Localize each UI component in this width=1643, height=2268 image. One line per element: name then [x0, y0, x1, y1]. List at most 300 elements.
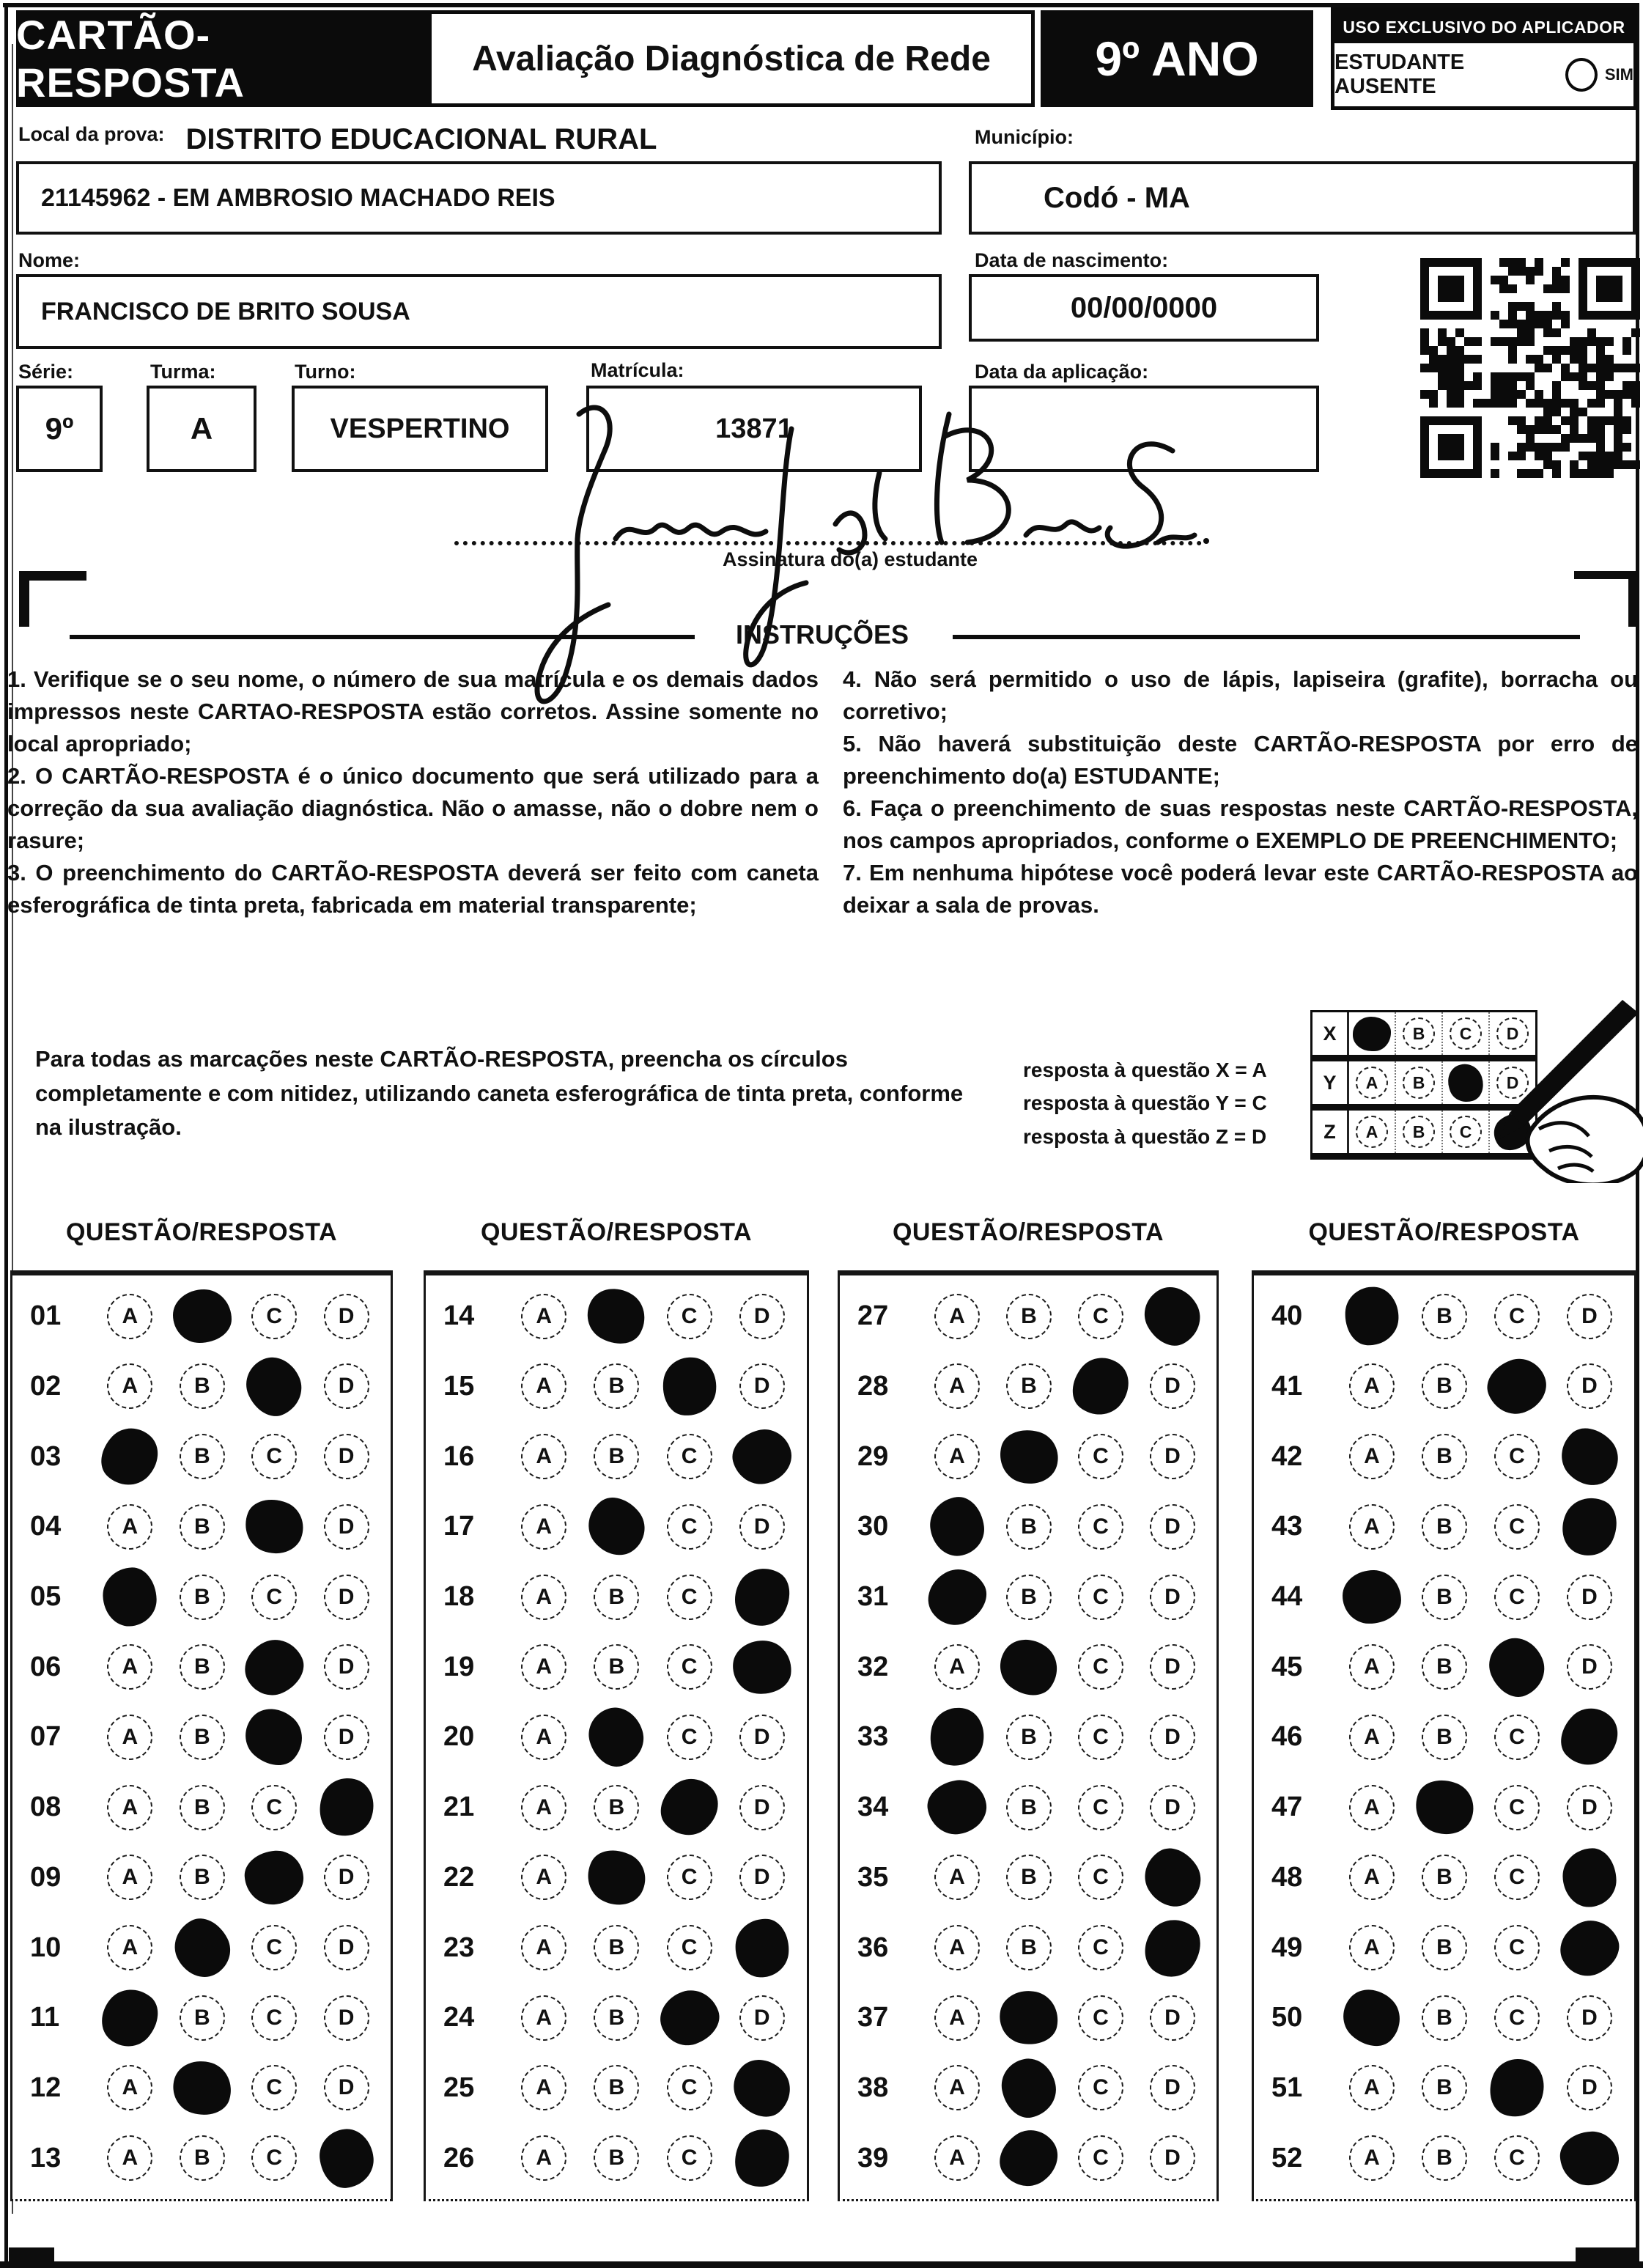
- bubble-52-B[interactable]: B: [1422, 2135, 1467, 2181]
- bubble-slot: [314, 1354, 379, 1418]
- bubble-filled-40-A[interactable]: [1343, 1286, 1400, 1347]
- bubble-48-B[interactable]: B: [1422, 1855, 1467, 1900]
- bubble-slot: [730, 1635, 794, 1699]
- bubble-filled-01-B[interactable]: [173, 1289, 232, 1343]
- applicator-box: [1331, 7, 1637, 110]
- bubble-26-C[interactable]: C: [667, 2135, 712, 2181]
- bubble-32-C[interactable]: C: [1078, 1644, 1123, 1690]
- bubble-filled-03-A[interactable]: [90, 1417, 169, 1496]
- bubble-filled-28-C[interactable]: [1061, 1347, 1140, 1426]
- bubble-slot: [1485, 1845, 1549, 1910]
- student-absent-label: ESTUDANTE AUSENTE: [1334, 51, 1465, 98]
- question-options: [1332, 1915, 1634, 1980]
- bubble-12-C[interactable]: C: [251, 2065, 297, 2110]
- question-options: [1332, 1495, 1634, 1559]
- bubble-slot: [925, 1424, 989, 1489]
- bubble-slot: [584, 1845, 649, 1910]
- bubble-21-D[interactable]: D: [739, 1785, 785, 1830]
- question-number: 33: [857, 1721, 889, 1753]
- page-border-bottom: [0, 2261, 1643, 2268]
- bubble-filled-05-A[interactable]: [103, 1566, 158, 1627]
- bubble-25-B[interactable]: B: [594, 2065, 639, 2110]
- bubble-47-A[interactable]: A: [1349, 1785, 1395, 1830]
- bubble-40-B[interactable]: B: [1422, 1294, 1467, 1339]
- bubble-slot: [1340, 1775, 1404, 1840]
- bubble-filled-52-D[interactable]: [1559, 2130, 1620, 2187]
- question-row: [1254, 1565, 1634, 1630]
- bubble-02-B[interactable]: B: [180, 1363, 225, 1409]
- bubble-filled-14-B[interactable]: [577, 1278, 655, 1355]
- bubble-09-D[interactable]: D: [324, 1855, 369, 1900]
- bubble-filled-24-C[interactable]: [653, 1983, 725, 2052]
- bubble-filled-15-C[interactable]: [659, 1354, 720, 1419]
- bubble-slot: [314, 1915, 379, 1980]
- bubble-filled-45-C[interactable]: [1481, 1630, 1553, 1704]
- bubble-24-D[interactable]: D: [739, 1995, 785, 2041]
- bubble-filled-11-A[interactable]: [91, 1978, 169, 2058]
- bubble-46-B[interactable]: B: [1422, 1715, 1467, 1760]
- bubble-01-A[interactable]: A: [107, 1294, 152, 1339]
- bubble-48-A[interactable]: A: [1349, 1855, 1395, 1900]
- bubble-filled-13-D[interactable]: [317, 2127, 376, 2190]
- bubble-14-A[interactable]: A: [521, 1294, 566, 1339]
- bubble-43-C[interactable]: C: [1494, 1504, 1540, 1550]
- example-bubble-X-D: D: [1496, 1017, 1529, 1050]
- bubble-filled-09-C[interactable]: [243, 1849, 306, 1906]
- bubble-slot: [1340, 1986, 1404, 2050]
- bubble-31-D[interactable]: D: [1150, 1575, 1195, 1620]
- bubble-filled-44-A[interactable]: [1342, 1569, 1401, 1624]
- bubble-filled-50-A[interactable]: [1332, 1978, 1411, 2058]
- bubble-03-B[interactable]: B: [180, 1434, 225, 1479]
- bubble-10-A[interactable]: A: [107, 1925, 152, 1970]
- bubble-49-A[interactable]: A: [1349, 1925, 1395, 1970]
- question-row: [840, 1635, 1216, 1699]
- question-options: [90, 1915, 391, 1980]
- question-options: [503, 1424, 807, 1489]
- bubble-39-A[interactable]: A: [934, 2135, 980, 2181]
- bubble-46-A[interactable]: A: [1349, 1715, 1395, 1760]
- bubble-36-A[interactable]: A: [934, 1925, 980, 1970]
- bubble-05-C[interactable]: C: [251, 1575, 297, 1620]
- bubble-slot: [97, 1495, 162, 1559]
- bubble-10-C[interactable]: C: [251, 1925, 297, 1970]
- bubble-17-A[interactable]: A: [521, 1504, 566, 1550]
- bubble-51-A[interactable]: A: [1349, 2065, 1395, 2110]
- bubble-51-B[interactable]: B: [1422, 2065, 1467, 2110]
- bubble-slot: [925, 1354, 989, 1418]
- bubble-08-B[interactable]: B: [180, 1785, 225, 1830]
- bubble-filled-23-D[interactable]: [734, 1917, 791, 1979]
- bubble-01-C[interactable]: C: [251, 1294, 297, 1339]
- bubble-28-A[interactable]: A: [934, 1363, 980, 1409]
- bubble-46-C[interactable]: C: [1494, 1715, 1540, 1760]
- bubble-filled-41-C[interactable]: [1480, 1351, 1554, 1421]
- bubble-42-B[interactable]: B: [1422, 1434, 1467, 1479]
- bubble-38-C[interactable]: C: [1078, 2065, 1123, 2110]
- bubble-35-B[interactable]: B: [1006, 1855, 1052, 1900]
- bubble-20-A[interactable]: A: [521, 1715, 566, 1760]
- bubble-40-D[interactable]: D: [1567, 1294, 1612, 1339]
- bubble-14-D[interactable]: D: [739, 1294, 785, 1339]
- example-cell: [1349, 1111, 1395, 1153]
- bubble-filled-02-C[interactable]: [238, 1349, 310, 1424]
- bubble-19-A[interactable]: A: [521, 1644, 566, 1690]
- example-row-label: Z: [1312, 1111, 1349, 1153]
- bubble-15-A[interactable]: A: [521, 1363, 566, 1409]
- example-row-label: X: [1312, 1012, 1349, 1055]
- question-number: 36: [857, 1932, 889, 1963]
- bubble-12-D[interactable]: D: [324, 2065, 369, 2110]
- bubble-17-C[interactable]: C: [667, 1504, 712, 1550]
- example-bubble-Z-A: A: [1356, 1116, 1388, 1148]
- bubble-filled-30-A[interactable]: [927, 1495, 987, 1559]
- bubble-44-D[interactable]: D: [1567, 1575, 1612, 1620]
- bubble-slot: [657, 2126, 722, 2190]
- bubble-filled-29-B[interactable]: [993, 1423, 1064, 1490]
- bubble-47-C[interactable]: C: [1494, 1785, 1540, 1830]
- bubble-03-C[interactable]: C: [251, 1434, 297, 1479]
- bubble-filled-31-A[interactable]: [918, 1559, 996, 1635]
- bubble-slot: [170, 1635, 235, 1699]
- bubble-filled-22-B[interactable]: [578, 1841, 654, 1915]
- bubble-filled-38-B[interactable]: [997, 2054, 1061, 2121]
- bubble-43-B[interactable]: B: [1422, 1504, 1467, 1550]
- bubble-filled-21-C[interactable]: [649, 1768, 728, 1847]
- bubble-28-D[interactable]: D: [1150, 1363, 1195, 1409]
- bubble-slot: [170, 1705, 235, 1770]
- bubble-40-C[interactable]: C: [1494, 1294, 1540, 1339]
- instruction-item: 2. O CARTÃO-RESPOSTA é o único documento que será utilizado para a correção da sua avaliação diagnóstica. Não o amasse, não o dobre nem o rasure;: [7, 763, 819, 854]
- bubble-07-A[interactable]: A: [107, 1715, 152, 1760]
- bubble-38-A[interactable]: A: [934, 2065, 980, 2110]
- bubble-filled-51-C[interactable]: [1482, 2051, 1552, 2124]
- bubble-26-B[interactable]: B: [594, 2135, 639, 2181]
- bubble-filled-47-B[interactable]: [1407, 1772, 1482, 1844]
- bubble-05-B[interactable]: B: [180, 1575, 225, 1620]
- bubble-filled-07-C[interactable]: [235, 1698, 314, 1777]
- bubble-34-C[interactable]: C: [1078, 1785, 1123, 1830]
- bubble-slot: [314, 1845, 379, 1910]
- bubble-19-B[interactable]: B: [594, 1644, 639, 1690]
- bubble-slot: [170, 1915, 235, 1980]
- bubble-10-D[interactable]: D: [324, 1925, 369, 1970]
- question-options: [503, 1845, 807, 1910]
- bubble-30-B[interactable]: B: [1006, 1504, 1052, 1550]
- bubble-20-C[interactable]: C: [667, 1715, 712, 1760]
- bubble-28-B[interactable]: B: [1006, 1363, 1052, 1409]
- bubble-22-A[interactable]: A: [521, 1855, 566, 1900]
- bubble-34-D[interactable]: D: [1150, 1785, 1195, 1830]
- question-options: [1332, 1284, 1634, 1349]
- question-number: 50: [1271, 2002, 1303, 2033]
- bubble-50-B[interactable]: B: [1422, 1995, 1467, 2041]
- bubble-20-D[interactable]: D: [739, 1715, 785, 1760]
- bubble-filled-42-D[interactable]: [1550, 1417, 1629, 1496]
- bubble-slot: [512, 1986, 576, 2050]
- bubble-52-A[interactable]: A: [1349, 2135, 1395, 2181]
- bubble-16-B[interactable]: B: [594, 1434, 639, 1479]
- bubble-filled-27-D[interactable]: [1135, 1278, 1210, 1355]
- bubble-filled-17-B[interactable]: [577, 1487, 656, 1566]
- bubble-50-D[interactable]: D: [1567, 1995, 1612, 2041]
- bubble-18-B[interactable]: B: [594, 1575, 639, 1620]
- bubble-18-A[interactable]: A: [521, 1575, 566, 1620]
- bubble-slot: [1140, 1775, 1205, 1840]
- bubble-30-C[interactable]: C: [1078, 1504, 1123, 1550]
- bubble-filled-19-D[interactable]: [730, 1638, 794, 1697]
- bubble-slot: [584, 1424, 649, 1489]
- bubble-45-B[interactable]: B: [1422, 1644, 1467, 1690]
- bubble-slot: [657, 1565, 722, 1630]
- bubble-filled-48-D[interactable]: [1562, 1848, 1617, 1907]
- bubble-39-D[interactable]: D: [1150, 2135, 1195, 2181]
- bubble-slot: [1412, 1845, 1477, 1910]
- bubble-filled-37-B[interactable]: [994, 1986, 1063, 2050]
- bubble-09-B[interactable]: B: [180, 1855, 225, 1900]
- bubble-slot: [657, 1986, 722, 2050]
- example-bubble-Z-B: B: [1403, 1116, 1435, 1148]
- bubble-filled-20-B[interactable]: [583, 1701, 651, 1773]
- instruction-item: 4. Não será permitido o uso de lápis, lapiseira (grafite), borracha ou corretivo;: [843, 666, 1638, 725]
- student-absent-bubble[interactable]: [1565, 58, 1598, 92]
- bubble-slot: [1340, 1424, 1404, 1489]
- bubble-42-A[interactable]: A: [1349, 1434, 1395, 1479]
- bubble-37-D[interactable]: D: [1150, 1995, 1195, 2041]
- bubble-04-B[interactable]: B: [180, 1504, 225, 1550]
- bubble-39-C[interactable]: C: [1078, 2135, 1123, 2181]
- bubble-slot: [730, 1845, 794, 1910]
- bubble-50-C[interactable]: C: [1494, 1995, 1540, 2041]
- bubble-slot: [1412, 1565, 1477, 1630]
- bubble-45-D[interactable]: D: [1567, 1644, 1612, 1690]
- bubble-49-C[interactable]: C: [1494, 1925, 1540, 1970]
- bubble-34-B[interactable]: B: [1006, 1785, 1052, 1830]
- bubble-11-C[interactable]: C: [251, 1995, 297, 2041]
- bubble-35-C[interactable]: C: [1078, 1855, 1123, 1900]
- bubble-24-A[interactable]: A: [521, 1995, 566, 2041]
- bubble-23-B[interactable]: B: [594, 1925, 639, 1970]
- bubble-02-D[interactable]: D: [324, 1363, 369, 1409]
- bubble-slot: [730, 1565, 794, 1630]
- question-row: [12, 1424, 391, 1489]
- bubble-slot: [1557, 1354, 1622, 1418]
- instruction-item: 1. Verifique se o seu nome, o número de sua matrícula e os demais dados impressos neste CARTAO-RESPOSTA estão corretos. Assine somente no local apropriado;: [7, 666, 819, 757]
- bubble-slot: [730, 1495, 794, 1559]
- bubble-18-C[interactable]: C: [667, 1575, 712, 1620]
- bubble-13-B[interactable]: B: [180, 2135, 225, 2181]
- bubble-42-C[interactable]: C: [1494, 1434, 1540, 1479]
- bubble-35-A[interactable]: A: [934, 1855, 980, 1900]
- bubble-filled-32-B[interactable]: [989, 1628, 1068, 1706]
- bubble-49-B[interactable]: B: [1422, 1925, 1467, 1970]
- grade-badge: 9º ANO: [1041, 10, 1313, 107]
- bubble-slot: [314, 1635, 379, 1699]
- example-cell: [1395, 1061, 1441, 1104]
- serie-label: Série:: [18, 361, 74, 383]
- bubble-16-A[interactable]: A: [521, 1434, 566, 1479]
- bubble-23-C[interactable]: C: [667, 1925, 712, 1970]
- bubble-25-C[interactable]: C: [667, 2065, 712, 2110]
- bubble-21-B[interactable]: B: [594, 1785, 639, 1830]
- bubble-16-C[interactable]: C: [667, 1434, 712, 1479]
- bubble-23-A[interactable]: A: [521, 1925, 566, 1970]
- bubble-17-D[interactable]: D: [739, 1504, 785, 1550]
- bubble-33-B[interactable]: B: [1006, 1715, 1052, 1760]
- question-number: 11: [30, 2002, 60, 2033]
- bubble-15-D[interactable]: D: [739, 1363, 785, 1409]
- bubble-27-A[interactable]: A: [934, 1294, 980, 1339]
- bubble-27-B[interactable]: B: [1006, 1294, 1052, 1339]
- bubble-19-C[interactable]: C: [667, 1644, 712, 1690]
- bubble-08-A[interactable]: A: [107, 1785, 152, 1830]
- bubble-filled-10-B[interactable]: [165, 1910, 239, 1986]
- bubble-52-C[interactable]: C: [1494, 2135, 1540, 2181]
- bubble-02-A[interactable]: A: [107, 1363, 152, 1409]
- bubble-slot: [997, 1354, 1061, 1418]
- question-number: 05: [30, 1581, 62, 1613]
- bubble-filled-08-D[interactable]: [311, 1771, 381, 1844]
- question-number: 12: [30, 2072, 62, 2103]
- bubble-09-A[interactable]: A: [107, 1855, 152, 1900]
- bubble-45-A[interactable]: A: [1349, 1644, 1395, 1690]
- bubble-filled-33-A[interactable]: [924, 1702, 990, 1772]
- bubble-11-D[interactable]: D: [324, 1995, 369, 2041]
- bubble-44-B[interactable]: B: [1422, 1575, 1467, 1620]
- bubble-slot: [314, 1775, 379, 1840]
- bubble-slot: [730, 2126, 794, 2190]
- bubble-36-C[interactable]: C: [1078, 1925, 1123, 1970]
- bubble-38-D[interactable]: D: [1150, 2065, 1195, 2110]
- question-number: 46: [1271, 1721, 1303, 1753]
- bubble-filled-49-D[interactable]: [1552, 1911, 1628, 1984]
- bubble-filled-18-D[interactable]: [724, 1558, 800, 1635]
- bubble-slot: [925, 1845, 989, 1910]
- bubble-filled-06-C[interactable]: [236, 1630, 311, 1704]
- bubble-21-A[interactable]: A: [521, 1785, 566, 1830]
- bubble-filled-36-D[interactable]: [1134, 1908, 1211, 1987]
- example-legend-line: resposta à questão Y = C: [1023, 1091, 1267, 1115]
- bubble-37-A[interactable]: A: [934, 1995, 980, 2041]
- bubble-filled-39-B[interactable]: [989, 2120, 1068, 2197]
- bubble-slot: [170, 1354, 235, 1418]
- bubble-31-B[interactable]: B: [1006, 1575, 1052, 1620]
- bubble-36-B[interactable]: B: [1006, 1925, 1052, 1970]
- bubble-41-D[interactable]: D: [1567, 1363, 1612, 1409]
- bubble-51-D[interactable]: D: [1567, 2065, 1612, 2110]
- bubble-33-D[interactable]: D: [1150, 1715, 1195, 1760]
- bubble-04-A[interactable]: A: [107, 1504, 152, 1550]
- bubble-41-B[interactable]: B: [1422, 1363, 1467, 1409]
- example-legend-line: resposta à questão X = A: [1023, 1058, 1267, 1081]
- question-options: [1332, 1354, 1634, 1418]
- bubble-slot: [512, 1845, 576, 1910]
- bubble-11-B[interactable]: B: [180, 1995, 225, 2041]
- question-row: [12, 1705, 391, 1770]
- bubble-06-A[interactable]: A: [107, 1644, 152, 1690]
- bubble-filled-35-D[interactable]: [1134, 1838, 1211, 1917]
- bubble-13-C[interactable]: C: [251, 2135, 297, 2181]
- bubble-08-C[interactable]: C: [251, 1785, 297, 1830]
- bubble-29-A[interactable]: A: [934, 1434, 980, 1479]
- question-row: [840, 2055, 1216, 2120]
- bubble-25-A[interactable]: A: [521, 2065, 566, 2110]
- bubble-27-C[interactable]: C: [1078, 1294, 1123, 1339]
- bubble-43-A[interactable]: A: [1349, 1504, 1395, 1550]
- bubble-06-B[interactable]: B: [180, 1644, 225, 1690]
- bubble-48-C[interactable]: C: [1494, 1855, 1540, 1900]
- bubble-06-D[interactable]: D: [324, 1644, 369, 1690]
- bubble-filled-12-B[interactable]: [166, 2054, 238, 2122]
- bubble-44-C[interactable]: C: [1494, 1575, 1540, 1620]
- bubble-22-C[interactable]: C: [667, 1855, 712, 1900]
- bubble-01-D[interactable]: D: [324, 1294, 369, 1339]
- bubble-32-A[interactable]: A: [934, 1644, 980, 1690]
- question-options: [918, 1495, 1216, 1559]
- bubble-slot: [925, 1635, 989, 1699]
- bubble-37-C[interactable]: C: [1078, 1995, 1123, 2041]
- exam-title: Avaliação Diagnóstica de Rede: [428, 10, 1035, 107]
- bubble-slot: [925, 1495, 989, 1559]
- bubble-filled-43-D[interactable]: [1553, 1489, 1625, 1564]
- bubble-slot: [1140, 1635, 1205, 1699]
- bubble-14-C[interactable]: C: [667, 1294, 712, 1339]
- bubble-slot: [1557, 1635, 1622, 1699]
- example-paragraph: Para todas as marcações neste CARTÃO-RESPOSTA, preencha os círculos completamente e com nitidez, utilizando caneta esferográfica de tinta preta, conforme na ilustração.: [35, 1046, 964, 1140]
- bubble-filled-16-D[interactable]: [727, 1424, 797, 1490]
- bubble-slot: [1068, 1424, 1133, 1489]
- question-row: [1254, 1705, 1634, 1770]
- bubble-33-C[interactable]: C: [1078, 1715, 1123, 1760]
- bubble-47-D[interactable]: D: [1567, 1785, 1612, 1830]
- question-options: [90, 2126, 391, 2190]
- bubble-slot: [97, 2055, 162, 2120]
- bubble-26-A[interactable]: A: [521, 2135, 566, 2181]
- bubble-22-D[interactable]: D: [739, 1855, 785, 1900]
- question-number: 48: [1271, 1861, 1303, 1893]
- bubble-filled-34-A[interactable]: [924, 1776, 990, 1838]
- bubble-13-A[interactable]: A: [107, 2135, 152, 2181]
- bubble-05-D[interactable]: D: [324, 1575, 369, 1620]
- bubble-slot: [1068, 1495, 1133, 1559]
- bubble-filled-26-D[interactable]: [725, 2120, 799, 2195]
- bubble-04-D[interactable]: D: [324, 1504, 369, 1550]
- bubble-15-B[interactable]: B: [594, 1363, 639, 1409]
- question-options: [503, 1986, 807, 2050]
- bubble-29-D[interactable]: D: [1150, 1434, 1195, 1479]
- bubble-03-D[interactable]: D: [324, 1434, 369, 1479]
- instructions-left-column: [7, 663, 819, 921]
- bubble-24-B[interactable]: B: [594, 1995, 639, 2041]
- question-number: 39: [857, 2142, 889, 2173]
- bubble-slot: [997, 2126, 1061, 2190]
- bubble-41-A[interactable]: A: [1349, 1363, 1395, 1409]
- bubble-30-D[interactable]: D: [1150, 1504, 1195, 1550]
- bubble-07-D[interactable]: D: [324, 1715, 369, 1760]
- bubble-slot: [584, 1565, 649, 1630]
- bubble-12-A[interactable]: A: [107, 2065, 152, 2110]
- bubble-07-B[interactable]: B: [180, 1715, 225, 1760]
- bubble-32-D[interactable]: D: [1150, 1644, 1195, 1690]
- answers-column-header: QUESTÃO/RESPOSTA: [65, 1218, 338, 1246]
- bubble-slot: [242, 2055, 306, 2120]
- bubble-filled-04-C[interactable]: [237, 1491, 311, 1562]
- data-nascimento-value: 00/00/0000: [969, 274, 1319, 342]
- bubble-filled-46-D[interactable]: [1550, 1698, 1629, 1777]
- bubble-29-C[interactable]: C: [1078, 1434, 1123, 1479]
- bubble-filled-25-D[interactable]: [723, 2048, 802, 2127]
- bubble-31-C[interactable]: C: [1078, 1575, 1123, 1620]
